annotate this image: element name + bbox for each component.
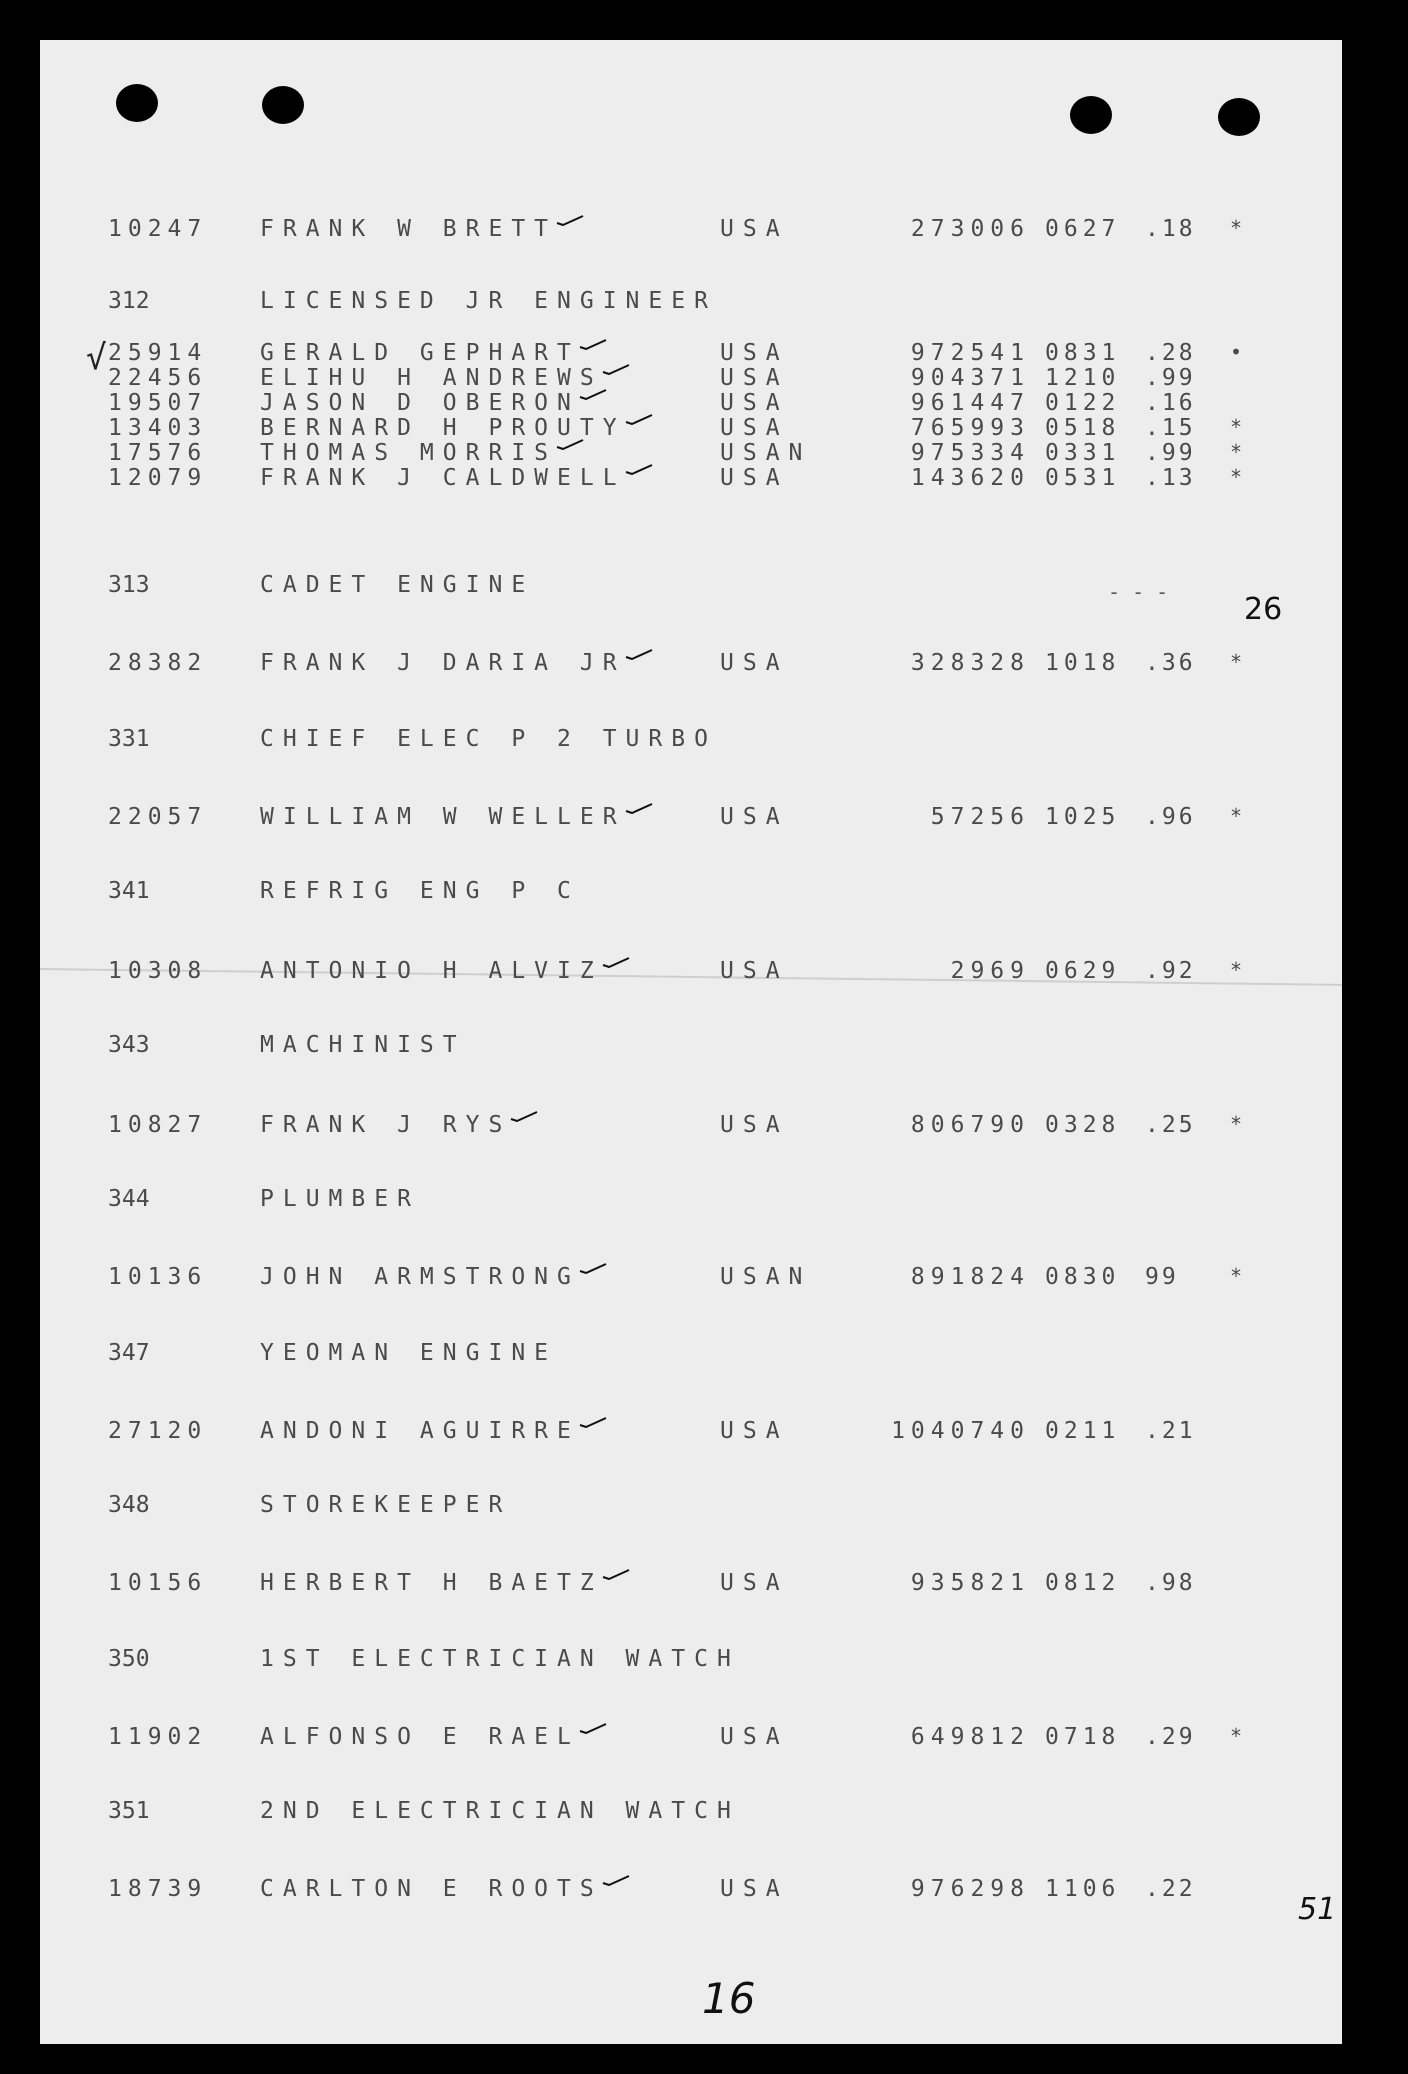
check-mark-icon: [601, 1568, 631, 1580]
position-title: CHIEF ELEC P 2 TURBO: [260, 726, 717, 752]
date-code: 1210: [1045, 365, 1121, 391]
member-number: 13403: [108, 415, 208, 441]
date-code: 0627: [1045, 216, 1121, 242]
date-code: 0812: [1045, 1570, 1121, 1596]
reference-number: 975334: [910, 440, 1030, 466]
date-code: 0831: [1045, 340, 1121, 366]
check-mark-icon: [601, 956, 631, 968]
rate: .28: [1145, 340, 1196, 366]
date-code: 0328: [1045, 1112, 1121, 1138]
check-mark-icon: [578, 338, 608, 350]
check-mark-icon: [624, 413, 654, 425]
asterisk-mark: *: [1230, 958, 1243, 982]
member-name: GERALD GEPHART: [260, 340, 580, 366]
citizenship: USA: [720, 650, 789, 676]
check-mark-icon: [555, 214, 585, 226]
member-name: WILLIAM W WELLER: [260, 804, 626, 830]
citizenship: USA: [720, 415, 789, 441]
rate: .21: [1145, 1418, 1196, 1444]
position-code: 344: [108, 1186, 150, 1212]
member-name: FRANK W BRETT: [260, 216, 558, 242]
reference-number: 961447: [910, 390, 1030, 416]
reference-number: 891824: [910, 1264, 1030, 1290]
member-number: 27120: [108, 1418, 208, 1444]
reference-number: 935821: [910, 1570, 1030, 1596]
asterisk-mark: *: [1230, 1264, 1243, 1288]
date-code: 1106: [1045, 1876, 1121, 1902]
citizenship: USA: [720, 465, 789, 491]
date-code: 0518: [1045, 415, 1121, 441]
citizenship: USA: [720, 1112, 789, 1138]
rate: .36: [1145, 650, 1196, 676]
member-number: 10247: [108, 216, 208, 242]
member-name: BERNARD H PROUTY: [260, 415, 626, 441]
member-name: FRANK J CALDWELL: [260, 465, 626, 491]
check-mark-icon: [624, 648, 654, 660]
position-code: 312: [108, 288, 150, 314]
asterisk-mark: *: [1230, 465, 1243, 489]
rate: .15: [1145, 415, 1196, 441]
position-title: REFRIG ENG P C: [260, 878, 580, 904]
rate: .29: [1145, 1724, 1196, 1750]
member-number: 10136: [108, 1264, 208, 1290]
rate: .99: [1145, 440, 1196, 466]
check-mark-icon: [578, 1416, 608, 1428]
reference-number: 904371: [910, 365, 1030, 391]
position-title: 2ND ELECTRICIAN WATCH: [260, 1798, 740, 1824]
position-title: STOREKEEPER: [260, 1492, 512, 1518]
asterisk-mark: *: [1230, 216, 1243, 240]
asterisk-mark: *: [1230, 650, 1243, 674]
citizenship: USA: [720, 390, 789, 416]
dashes: - - -: [1108, 580, 1169, 604]
position-title: YEOMAN ENGINE: [260, 1340, 558, 1366]
date-code: 0331: [1045, 440, 1121, 466]
member-number: 22057: [108, 804, 208, 830]
member-number: 25914: [108, 340, 208, 366]
member-number: 22456: [108, 365, 208, 391]
citizenship: USA: [720, 340, 789, 366]
roster-listing: [40, 40, 1342, 2044]
date-code: 0211: [1045, 1418, 1121, 1444]
member-number: 12079: [108, 465, 208, 491]
citizenship: USAN: [720, 440, 812, 466]
reference-number: 806790: [910, 1112, 1030, 1138]
citizenship: USA: [720, 958, 789, 984]
date-code: 0830: [1045, 1264, 1121, 1290]
member-number: 17576: [108, 440, 208, 466]
handwritten-note: 51: [1298, 1892, 1337, 1927]
rate: .98: [1145, 1570, 1196, 1596]
citizenship: USA: [720, 1724, 789, 1750]
asterisk-mark: *: [1230, 415, 1243, 439]
reference-number: 1040740: [891, 1418, 1030, 1444]
member-name: HERBERT H BAETZ: [260, 1570, 603, 1596]
document-page: [40, 40, 1342, 2044]
asterisk-mark: *: [1230, 440, 1243, 464]
member-number: 10308: [108, 958, 208, 984]
reference-number: 2969: [950, 958, 1030, 984]
member-number: 11902: [108, 1724, 208, 1750]
rate: .25: [1145, 1112, 1196, 1138]
position-code: 343: [108, 1032, 150, 1058]
member-number: 28382: [108, 650, 208, 676]
citizenship: USA: [720, 365, 789, 391]
position-code: 351: [108, 1798, 150, 1824]
member-number: 19507: [108, 390, 208, 416]
member-name: ANDONI AGUIRRE: [260, 1418, 580, 1444]
rate: .18: [1145, 216, 1196, 242]
asterisk-mark: *: [1230, 804, 1243, 828]
member-name: ALFONSO E RAEL: [260, 1724, 580, 1750]
date-code: 1025: [1045, 804, 1121, 830]
reference-number: 143620: [910, 465, 1030, 491]
position-code: 350: [108, 1646, 150, 1672]
reference-number: 273006: [910, 216, 1030, 242]
date-code: 0531: [1045, 465, 1121, 491]
date-code: 0122: [1045, 390, 1121, 416]
position-code: 313: [108, 572, 150, 598]
citizenship: USA: [720, 1418, 789, 1444]
position-title: LICENSED JR ENGINEER: [260, 288, 717, 314]
asterisk-mark: •: [1230, 340, 1243, 364]
member-name: FRANK J DARIA JR: [260, 650, 626, 676]
handwritten-page-number: 26: [1244, 592, 1283, 627]
check-mark-icon: [601, 1874, 631, 1886]
member-name: FRANK J RYS: [260, 1112, 512, 1138]
reference-number: 57256: [930, 804, 1030, 830]
date-code: 0718: [1045, 1724, 1121, 1750]
rate: .16: [1145, 390, 1196, 416]
member-name: ELIHU H ANDREWS: [260, 365, 603, 391]
position-title: CADET ENGINE: [260, 572, 535, 598]
reference-number: 649812: [910, 1724, 1030, 1750]
position-title: 1ST ELECTRICIAN WATCH: [260, 1646, 740, 1672]
date-code: 0629: [1045, 958, 1121, 984]
asterisk-mark: *: [1230, 1724, 1243, 1748]
rate: 99: [1145, 1264, 1179, 1290]
citizenship: USA: [720, 1570, 789, 1596]
check-mark-icon: [624, 463, 654, 475]
reference-number: 765993: [910, 415, 1030, 441]
citizenship: USA: [720, 804, 789, 830]
reference-number: 328328: [910, 650, 1030, 676]
position-code: 348: [108, 1492, 150, 1518]
check-mark-icon: [578, 1722, 608, 1734]
reference-number: 976298: [910, 1876, 1030, 1902]
member-name: JOHN ARMSTRONG: [260, 1264, 580, 1290]
asterisk-mark: *: [1230, 1112, 1243, 1136]
member-name: CARLTON E ROOTS: [260, 1876, 603, 1902]
rate: .99: [1145, 365, 1196, 391]
position-code: 331: [108, 726, 150, 752]
rate: .13: [1145, 465, 1196, 491]
check-mark-icon: [601, 363, 631, 375]
member-name: ANTONIO H ALVIZ: [260, 958, 603, 984]
member-number: 18739: [108, 1876, 208, 1902]
check-mark-icon: [624, 802, 654, 814]
rate: .92: [1145, 958, 1196, 984]
member-name: THOMAS MORRIS: [260, 440, 558, 466]
position-code: 341: [108, 878, 150, 904]
member-name: JASON D OBERON: [260, 390, 580, 416]
check-mark-icon: √: [86, 338, 107, 378]
handwritten-page-number-bottom: 16: [702, 1974, 756, 2023]
citizenship: USA: [720, 216, 789, 242]
check-mark-icon: [509, 1110, 539, 1122]
position-title: MACHINIST: [260, 1032, 466, 1058]
citizenship: USA: [720, 1876, 789, 1902]
rate: .96: [1145, 804, 1196, 830]
reference-number: 972541: [910, 340, 1030, 366]
date-code: 1018: [1045, 650, 1121, 676]
position-code: 347: [108, 1340, 150, 1366]
position-title: PLUMBER: [260, 1186, 420, 1212]
citizenship: USAN: [720, 1264, 812, 1290]
member-number: 10156: [108, 1570, 208, 1596]
member-number: 10827: [108, 1112, 208, 1138]
rate: .22: [1145, 1876, 1196, 1902]
check-mark-icon: [578, 1262, 608, 1274]
